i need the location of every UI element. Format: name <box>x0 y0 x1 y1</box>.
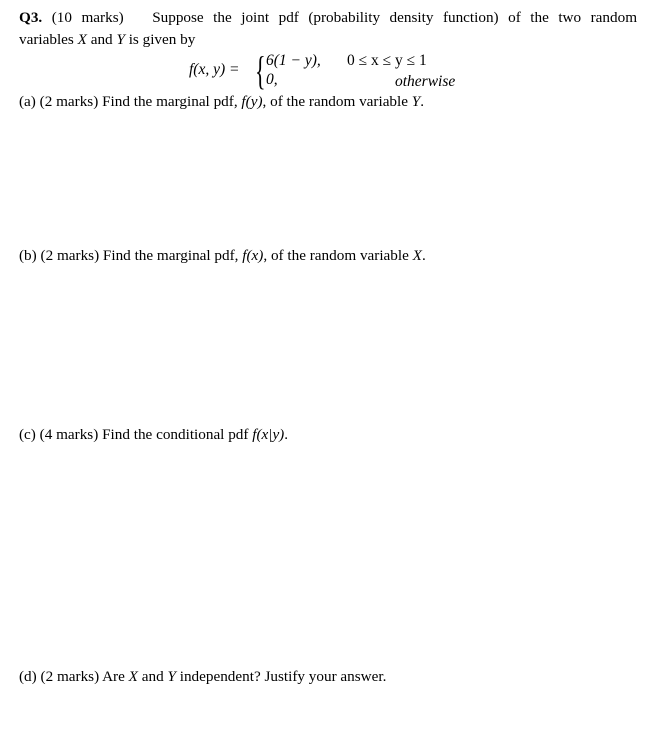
left-brace-icon: { <box>255 48 266 93</box>
part-b: (b) (2 marks) Find the marginal pdf, f(x), of the random variable X. <box>19 247 426 264</box>
question-intro-line2: variables X and Y is given by <box>19 31 196 48</box>
variable-x: X <box>77 31 87 48</box>
question-header <box>19 8 637 28</box>
variable-y: Y <box>116 31 125 48</box>
part-b-function: f(x) <box>242 247 264 264</box>
part-d: (d) (2 marks) Are X and Y independent? Justify your answer. <box>19 668 387 685</box>
question-marks: (10 marks) <box>51 9 124 26</box>
part-c-function: f(x|y) <box>252 426 285 443</box>
equation-case2-value: 0, <box>266 71 278 88</box>
part-a: (a) (2 marks) Find the marginal pdf, f(y), of the random variable Y. <box>19 93 425 110</box>
equation-case2-condition: otherwise <box>395 73 456 90</box>
question-number: Q3. <box>19 9 43 26</box>
equation-lhs: f(x, y) = <box>189 61 240 78</box>
question-intro-line1: Suppose the joint pdf (probability density function) of the two random <box>152 9 638 26</box>
equation-case1-value: 6(1 − y), <box>266 52 321 69</box>
equation-case1-condition: 0 ≤ x ≤ y ≤ 1 <box>347 52 427 69</box>
part-a-function: f(y) <box>241 93 263 110</box>
part-c: (c) (4 marks) Find the conditional pdf f(x|y). <box>19 426 289 443</box>
